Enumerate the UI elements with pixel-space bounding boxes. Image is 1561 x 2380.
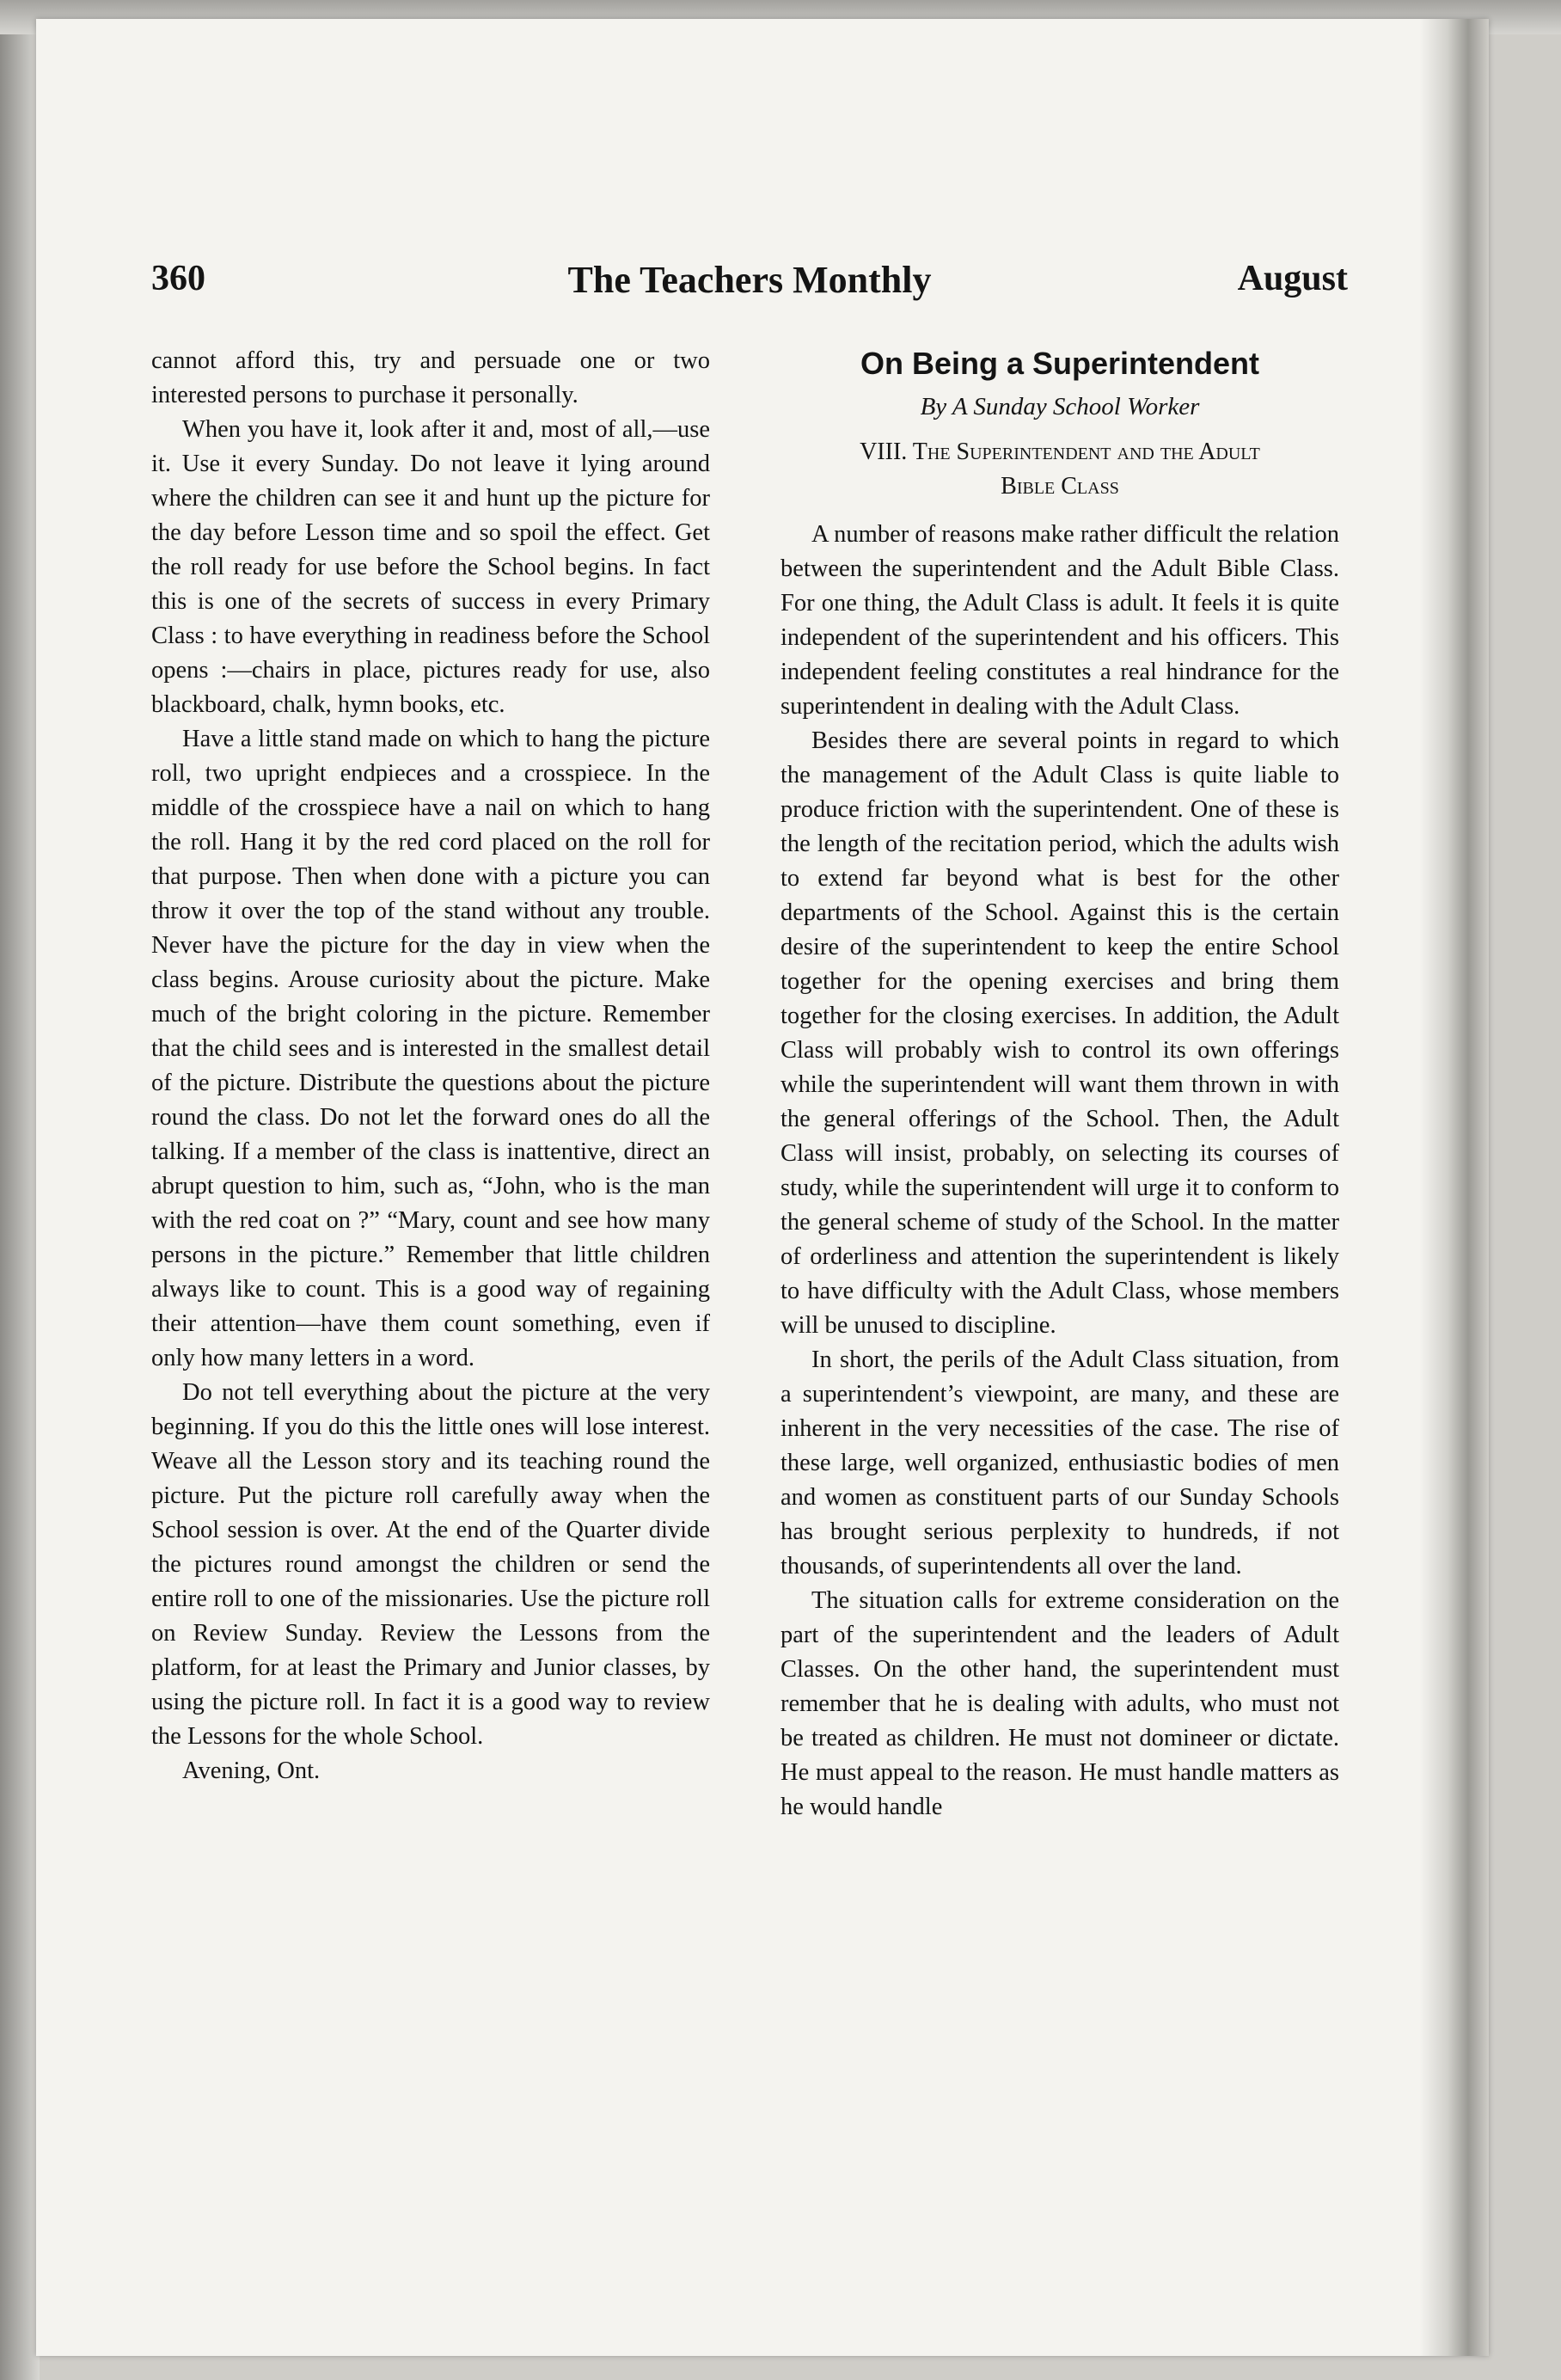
section-heading-line-2: Bible Class (1001, 473, 1119, 500)
section-heading-line-1: VIII. The Superintendent and the Adult (860, 439, 1260, 465)
paragraph: In short, the perils of the Adult Class situation, from a superintendent’s viewpoint, are many, and these are inherent in the very necessities of the case. The rise of these large, well organized, enthusiastic bodies of men and women as constituent parts of our Sunday Schools has brought serious perplexity to hundreds, if not thousands, of superintendents all over the land. (780, 1346, 1339, 1580)
paragraph: A number of reasons make rather difficult the relation between the superintendent and the Adult Bible Class. For one thing, the Adult Class is adult. It feels it is quite independent of the superintendent and his officers. This independent feeling constitutes a real hindrance for the superintendent in dealing with the Adult Class. (780, 521, 1339, 720)
paragraph: Do not tell everything about the picture at the very beginning. If you do this the little ones will lose interest. Weave all the Lesson story and its teaching round the picture. Put the picture roll carefully away when the School session is over. At the end of the Quarter divide the pictures round amongst the children or send the entire roll to one of the missionaries. Use the picture roll on Review Sunday. Review the Lessons from the platform, for at least the Primary and Junior classes, by using the picture roll. In fact it is a good way to review the Lessons for the whole School. (151, 1379, 710, 1750)
running-header (151, 258, 1348, 327)
section-heading (780, 435, 1339, 504)
paragraph: When you have it, look after it and, most of all,—use it. Use it every Sunday. Do not leave it lying around where the children can see it and hunt up the picture for the day before Lesson time and so spoil the effect. Get the roll ready for use before the School begins. In fact this is one of the secrets of success in every Primary Class : to have everything in readiness before the School opens :—chairs in place, pictures ready for use, also blackboard, chalk, hymn books, etc. (151, 416, 710, 718)
paragraph: The situation calls for extreme consideration on the part of the superintendent and the leaders of Adult Classes. On the other hand, the superintendent must remember that he is dealing with adults, who must not be treated as children. He must not domineer or dictate. He must appeal to the reason. He must handle matters as he would handle (780, 1587, 1339, 1820)
page-number: 360 (151, 259, 205, 298)
signoff: Avening, Ont. (182, 1757, 321, 1784)
scan-edge-left (0, 0, 40, 2380)
article-byline: By A Sunday School Worker (920, 393, 1200, 420)
right-column (780, 344, 1339, 1825)
paragraph: Have a little stand made on which to hang the picture roll, two upright endpieces and a crosspiece. In the middle of the crosspiece have a nail on which to hang the roll. Hang it by the red cord placed on the roll for that purpose. Then when done with a picture you can throw it over the top of the stand without any trouble. Never have the picture for the day in view when the class begins. Arouse curiosity about the picture. Make much of the bright coloring in the picture. Remember that the child sees and is interested in the smallest detail of the picture. Distribute the questions about the picture round the class. Do not let the forward ones do all the talking. If a member of the class is inattentive, direct an abrupt question to him, such as, “John, who is the man with the red coat on ?” “Mary, count and see how many persons in the picture.” Remember that little children always like to count. This is a good way of regaining their attention—have them count something, even if only how many letters in a word. (151, 726, 710, 1371)
left-column (151, 344, 710, 1788)
paragraph: cannot afford this, try and persuade one or two interested persons to purchase it personally. (151, 347, 710, 408)
running-title: The Teachers Monthly (567, 259, 932, 301)
paragraph: Besides there are several points in regard to which the management of the Adult Class is quite liable to produce friction with the superintendent. One of these is the length of the recitation period, which the adults wish to extend far beyond what is best for the other departments of the School. Against this is the certain desire of the superintendent to keep the entire School together for the opening exercises and bring them together for the closing exercises. In addition, the Adult Class will probably wish to control its own offerings while the superintendent will want them thrown in with the general offerings of the School. Then, the Adult Class will insist, probably, on selecting its courses of study, while the superintendent will urge it to conform to the general scheme of study of the School. In the matter of orderliness and attention the superintendent is likely to have difficulty with the Adult Class, whose members will be unused to discipline. (780, 727, 1339, 1339)
page-spine-shadow (1420, 19, 1489, 2356)
running-month: August (1237, 259, 1348, 298)
article-title: On Being a Superintendent (860, 346, 1260, 381)
